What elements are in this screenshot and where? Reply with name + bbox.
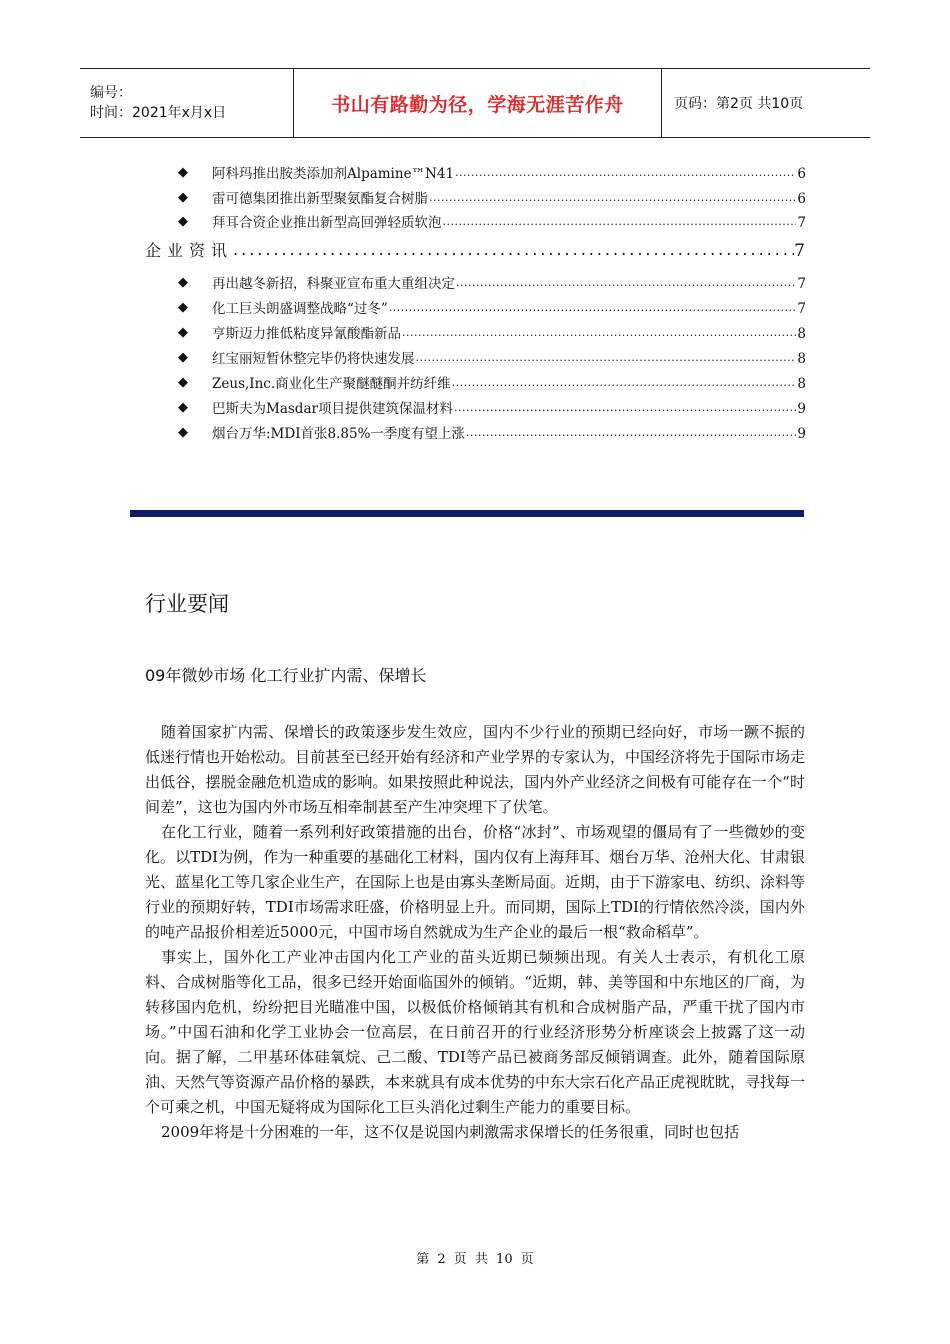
toc-item[interactable] — [178, 345, 806, 367]
toc-item-title: 烟台万华:MDI首张8.85%一季度有望上涨 — [212, 426, 465, 442]
toc-leader-dots — [454, 401, 796, 414]
toc-item[interactable] — [178, 185, 806, 207]
diamond-bullet-icon: ◆ — [178, 165, 188, 180]
toc-leader-dots — [443, 215, 797, 228]
diamond-bullet-icon: ◆ — [178, 214, 188, 229]
diamond-bullet-icon: ◆ — [178, 425, 188, 440]
toc-item-title: 雷可德集团推出新型聚氨酯复合树脂 — [212, 191, 428, 207]
toc-item-page: 6 — [797, 166, 806, 182]
toc-item-page: 7 — [797, 276, 806, 292]
toc-item-page: 9 — [797, 426, 806, 442]
section-divider — [130, 510, 804, 517]
toc-section-title: 企业资讯 — [145, 241, 234, 260]
toc-item[interactable] — [178, 420, 806, 442]
toc-leader-dots — [429, 191, 796, 204]
toc-item-title: 亨斯迈力推低粘度异氰酸酯新品 — [212, 326, 401, 342]
toc-item-title: 巴斯夫为Masdar项目提供建筑保温材料 — [212, 401, 453, 417]
toc-leader-dots — [416, 351, 797, 364]
toc-item[interactable] — [178, 295, 806, 317]
toc-leader-dots — [452, 376, 797, 389]
toc-leader-dots — [455, 166, 796, 179]
header-left-cell — [80, 69, 293, 137]
toc-leader-dots — [456, 276, 796, 289]
toc-item-page: 7 — [797, 301, 806, 317]
toc-leader-dots — [466, 426, 796, 439]
toc-item[interactable] — [178, 370, 806, 392]
toc-item-page: 8 — [797, 326, 806, 342]
diamond-bullet-icon: ◆ — [178, 325, 188, 340]
toc-section-page: 7 — [794, 241, 805, 261]
diamond-bullet-icon: ◆ — [178, 400, 188, 415]
toc-item-title: 阿科玛推出胺类添加剂Alpamine™N41 — [212, 166, 455, 182]
toc-item[interactable] — [178, 270, 806, 292]
toc-item-title: 拜耳合资企业推出新型高回弹轻质软泡 — [212, 215, 442, 231]
toc-leader-dots — [402, 326, 796, 339]
article-title: 09年微妙市场 化工行业扩内需、保增长 — [145, 666, 427, 685]
toc-item-page: 6 — [797, 191, 806, 207]
paragraph: 在化工行业，随着一系列利好政策措施的出台，价格“冰封”、市场观望的僵局有了一些微妙的变化。以TDI为例，作为一种重要的基础化工材料，国内仅有上海拜耳、烟台万华、沧州大化、甘肃银光、蓝星化工等几家企业生产，在国际上也是由寡头垄断局面。近期，由于下游家电、纺织、涂料等行业的预期好转，TDI市场需求旺盛，价格明显上升。而同期，国际上TDI的行情依然冷淡，国内外的吨产品报价相差近5000元，中国市场自然就成为生产企业的最后一根“救命稻草”。 — [145, 823, 806, 941]
toc-leader-dots — [389, 301, 797, 314]
toc-item-page: 9 — [797, 401, 806, 417]
toc-item-title: Zeus,Inc.商业化生产聚醚醚酮并纺纤维 — [212, 376, 451, 392]
header-table — [80, 68, 870, 138]
toc-item-page: 8 — [797, 351, 806, 367]
header-middle-cell — [293, 69, 662, 137]
toc-item-title: 红宝丽短暂休整完毕仍将快速发展 — [212, 351, 415, 367]
paragraph: 2009年将是十分困难的一年，这不仅是说国内刺激需求保增长的任务很重，同时也包括 — [161, 1123, 740, 1141]
diamond-bullet-icon: ◆ — [178, 350, 188, 365]
toc-item[interactable] — [178, 320, 806, 342]
page-code: 页码：第2页 共10页 — [674, 96, 804, 112]
diamond-bullet-icon: ◆ — [178, 275, 188, 290]
toc-item-page: 7 — [797, 215, 806, 231]
toc-item-title: 化工巨头朗盛调整战略“过冬” — [212, 301, 388, 317]
page-footer: 第 2 页 共 10 页 — [416, 1252, 534, 1267]
toc-section-entry[interactable] — [145, 235, 805, 261]
header-right-cell — [662, 69, 870, 137]
diamond-bullet-icon: ◆ — [178, 375, 188, 390]
number-label: 编号： — [90, 85, 132, 101]
toc-item[interactable] — [178, 160, 806, 182]
toc-item[interactable] — [178, 395, 806, 417]
diamond-bullet-icon: ◆ — [178, 300, 188, 315]
paragraph: 随着国家扩内需、保增长的政策逐步发生效应，国内不少行业的预期已经向好，市场一蹶不振的低迷行情也开始松动。目前甚至已经开始有经济和产业学界的专家认为，中国经济将先于国际市场走出低谷，摆脱金融危机造成的影响。如果按照此种说法，国内外产业经济之间极有可能存在一个“时间差”，这也为国内外市场互相牵制甚至产生冲突埋下了伏笔。 — [145, 723, 806, 816]
toc-item[interactable] — [178, 209, 806, 231]
motto: 书山有路勤为径，学海无涯苦作舟 — [331, 93, 624, 116]
toc-item-page: 8 — [797, 376, 806, 392]
toc-leader-dots — [233, 240, 794, 259]
time-label: 时间：2021年x月x日 — [90, 105, 227, 121]
article-body — [145, 720, 805, 1145]
diamond-bullet-icon: ◆ — [178, 190, 188, 205]
paragraph: 事实上，国外化工产业冲击国内化工产业的苗头近期已频频出现。有关人士表示，有机化工原料、合成树脂等化工品，很多已经开始面临国外的倾销。“近期，韩、美等国和中东地区的厂商，为转移国内危机，纷纷把目光瞄准中国，以极低价格倾销其有机和合成树脂产品，严重干扰了国内市场。”中国石油和化学工业协会一位高层，在日前召开的行业经济形势分析座谈会上披露了这一动向。据了解，二甲基环体硅氧烷、己二酸、TDI等产品已被商务部反倾销调查。此外，随着国际原油、天然气等资源产品价格的暴跌，本来就具有成本优势的中东大宗石化产品正虎视眈眈，寻找每一个可乘之机，中国无疑将成为国际化工巨头消化过剩生产能力的重要目标。 — [145, 948, 806, 1116]
section-title: 行业要闻 — [145, 592, 229, 616]
toc-item-title: 再出越冬新招，科聚亚宣布重大重组决定 — [212, 276, 455, 292]
